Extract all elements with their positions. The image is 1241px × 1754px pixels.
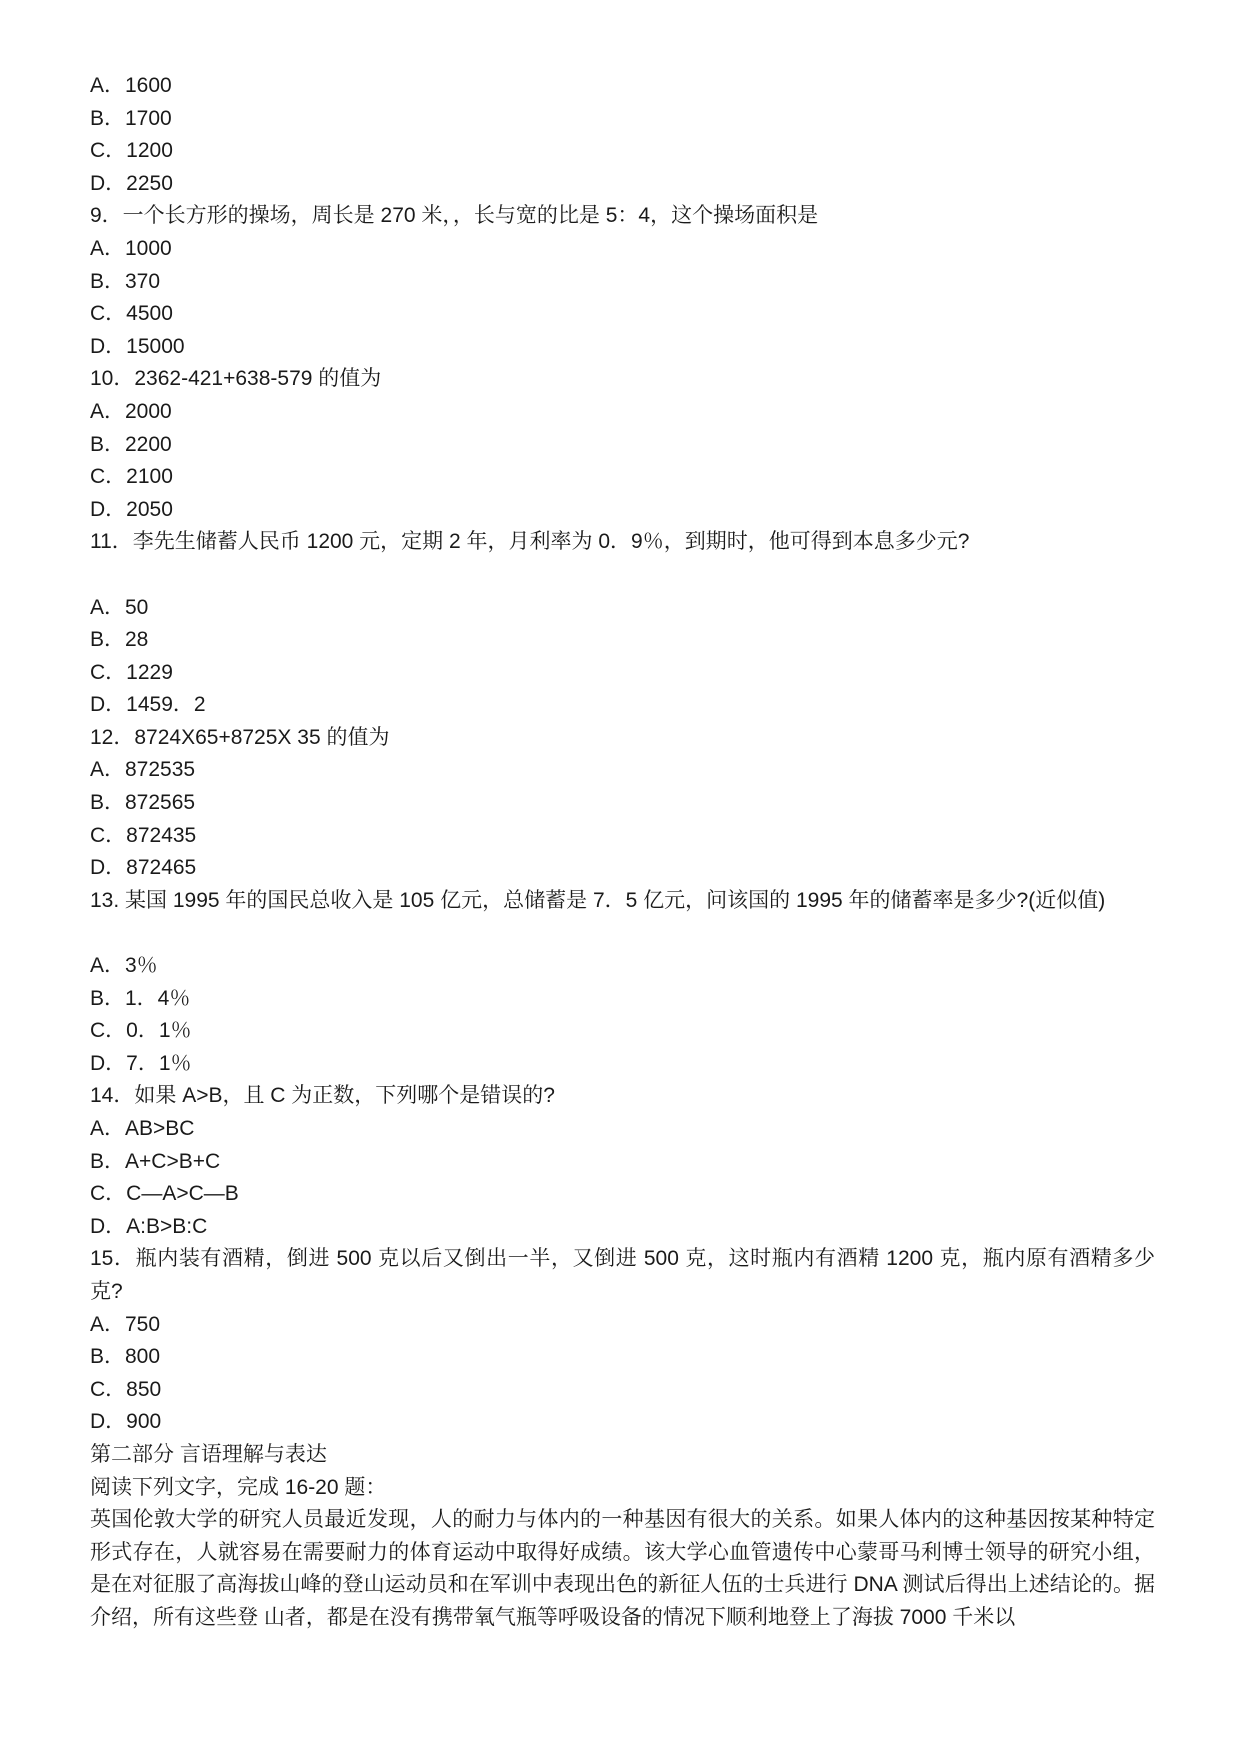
option-line: B．2200	[90, 432, 172, 456]
option-line: B．370	[90, 269, 161, 293]
section-heading: 第二部分 言语理解与表达	[90, 1442, 327, 1466]
option-line: D．900	[90, 1410, 162, 1434]
option-line: B．1．4％	[90, 986, 191, 1010]
option-line: C．4500	[90, 302, 173, 326]
option-line: A．3％	[90, 954, 158, 978]
option-line: C．1200	[90, 139, 173, 163]
option-line: B．A+C>B+C	[90, 1149, 221, 1173]
option-line: D．7．1％	[90, 1051, 192, 1075]
question-11: 11．李先生储蓄人民币 1200 元，定期 2 年，月利率为 0．9％，到期时，他可得到本息多少元?	[90, 530, 970, 554]
option-line: A．AB>BC	[90, 1117, 195, 1140]
question-13: 13. 某国 1995 年的国民总收入是 105 亿元，总储蓄是 7．5 亿元，问该国的 1995 年的储蓄率是多少?(近似值)	[90, 888, 1106, 912]
reading-instruction: 阅读下列文字，完成 16-20 题：	[90, 1475, 387, 1499]
option-line: B．1700	[90, 106, 172, 130]
question-14: 14．如果 A>B，且 C 为正数，下列哪个是错误的?	[90, 1084, 555, 1108]
option-line: A．50	[90, 595, 149, 619]
option-line: C．C—A>C—B	[90, 1182, 239, 1206]
question-12: 12．8724X65+8725X 35 的值为	[90, 725, 390, 749]
reading-passage: 英国伦敦大学的研究人员最近发现，人的耐力与体内的一种基因有很大的关系。如果人体内的这种基因按某种特定形式存在，人就容易在需要耐力的体育运动中取得好成绩。该大学心血管遗传中心蒙哥马利博士领导的研究小组，是在对征服了高海拔山峰的登山运动员和在军训中表现出色的新征人伍的士兵进行 DNA 测试后得出上述结论的。据介绍，所有这些登 山者，都是在没有携带氧气瓶等呼吸设备的情况下顺利地登上了海拔 7000 千米以	[90, 1508, 1155, 1629]
option-line: B．872565	[90, 791, 196, 815]
document-page	[90, 70, 1155, 1635]
option-line: A．1000	[90, 236, 172, 260]
blank-line	[90, 559, 1155, 592]
option-line: A．1600	[90, 74, 172, 97]
question-15: 15．瓶内装有酒精，倒进 500 克以后又倒出一半，又倒进 500 克，这时瓶内有酒精 1200 克，瓶内原有酒精多少克?	[90, 1247, 1155, 1303]
option-line: A．750	[90, 1312, 161, 1336]
option-line: B．800	[90, 1345, 161, 1369]
option-line: C．850	[90, 1377, 162, 1401]
option-line: D．15000	[90, 334, 185, 358]
option-line: D．2050	[90, 497, 173, 521]
option-line: D．2250	[90, 171, 173, 195]
option-line: D．A:B>B:C	[90, 1214, 208, 1238]
option-line: C．1229	[90, 660, 173, 684]
question-9: 9．一个长方形的操场，周长是 270 米，，长与宽的比是 5：4，这个操场面积是	[90, 204, 819, 228]
option-line: B．28	[90, 628, 149, 652]
option-line: A．872535	[90, 758, 196, 782]
option-line: A．2000	[90, 399, 172, 423]
option-line: C．872435	[90, 823, 197, 847]
option-line: D．872465	[90, 856, 197, 880]
option-line: C．2100	[90, 465, 173, 489]
question-10: 10．2362-421+638-579 的值为	[90, 367, 382, 391]
blank-line	[90, 917, 1155, 950]
option-line: C．0．1％	[90, 1019, 192, 1043]
option-line: D．1459．2	[90, 693, 206, 717]
